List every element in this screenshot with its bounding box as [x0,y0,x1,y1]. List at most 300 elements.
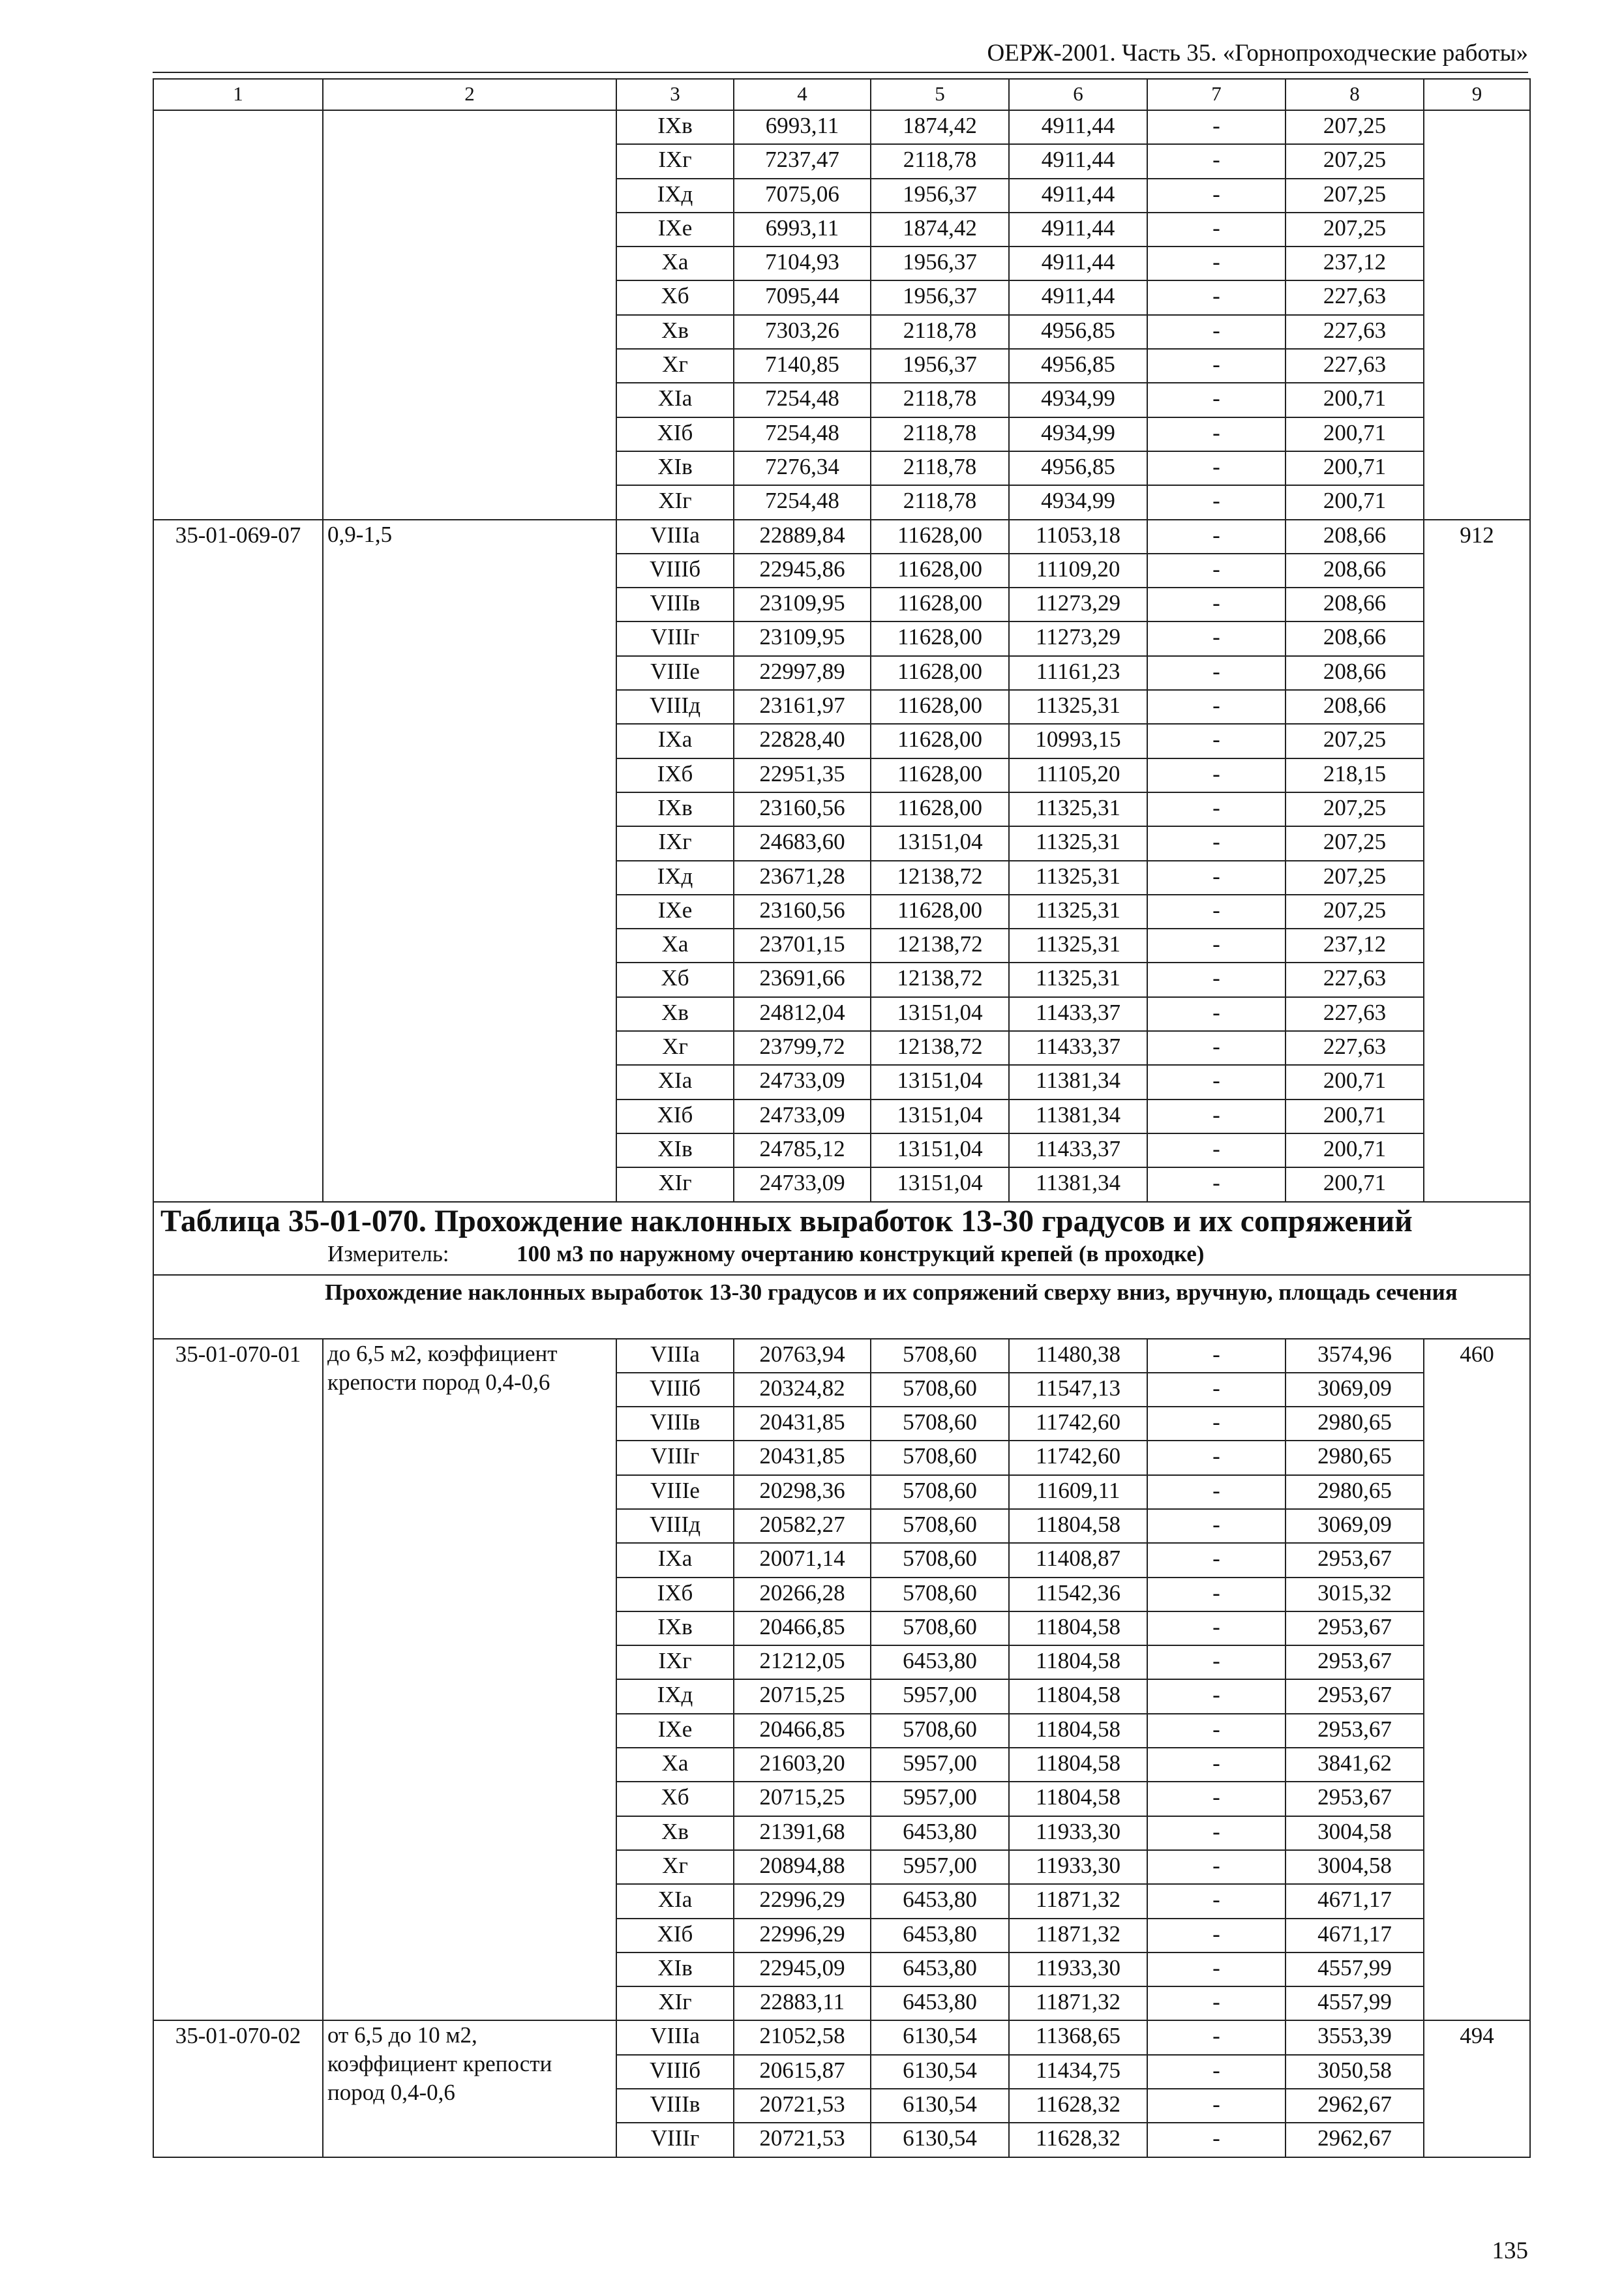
value-cell: IXе [616,895,734,929]
value-cell: 208,66 [1286,690,1424,724]
value-cell: - [1147,1850,1286,1884]
value-cell: 24733,09 [734,1065,871,1099]
value-cell: 5708,60 [871,1441,1009,1474]
value-cell: 11434,75 [1009,2055,1147,2089]
value-cell: 11325,31 [1009,963,1147,996]
table-row [153,1339,1530,1373]
work-name-cell [323,110,616,520]
column-number-cell: 7 [1147,79,1286,110]
value-cell: - [1147,1714,1286,1748]
value-cell: 4956,85 [1009,349,1147,383]
value-cell: - [1147,758,1286,792]
value-cell: 24733,09 [734,1100,871,1133]
table-row [153,110,1530,144]
value-cell: XIа [616,1065,734,1099]
value-cell: IXг [616,144,734,178]
value-cell: Xб [616,1782,734,1816]
value-cell: VIIIв [616,1407,734,1441]
value-cell: 5708,60 [871,1578,1009,1611]
value-cell: 20266,28 [734,1578,871,1611]
value-cell: 7237,47 [734,144,871,178]
value-cell: 23799,72 [734,1031,871,1065]
value-cell: 11628,00 [871,690,1009,724]
value-cell: 24812,04 [734,997,871,1031]
value-cell: 11628,00 [871,621,1009,655]
value-cell: 11325,31 [1009,861,1147,895]
value-cell: VIIIг [616,2123,734,2157]
value-cell: 11542,36 [1009,1578,1147,1611]
value-cell: 2962,67 [1286,2123,1424,2157]
value-cell: 6453,80 [871,1645,1009,1679]
value-cell: 5708,60 [871,1543,1009,1577]
value-cell: 5708,60 [871,1509,1009,1543]
value-cell: 11273,29 [1009,621,1147,655]
value-cell: 2118,78 [871,144,1009,178]
value-cell: 11273,29 [1009,588,1147,621]
value-cell: - [1147,1884,1286,1918]
value-cell: - [1147,1986,1286,2020]
value-cell: - [1147,588,1286,621]
value-cell: XIв [616,451,734,485]
value-cell: 5708,60 [871,1475,1009,1509]
value-cell: 23161,97 [734,690,871,724]
value-cell: - [1147,179,1286,213]
value-cell: 21603,20 [734,1748,871,1782]
value-cell: 2953,67 [1286,1782,1424,1816]
value-cell: 11408,87 [1009,1543,1147,1577]
value-cell: 12138,72 [871,929,1009,963]
value-cell: IXб [616,758,734,792]
value-cell: VIIIв [616,588,734,621]
value-cell: IXд [616,1679,734,1713]
value-cell: - [1147,1952,1286,1986]
value-cell: 21052,58 [734,2020,871,2054]
value-cell: 11804,58 [1009,1748,1147,1782]
value-cell: 21391,68 [734,1816,871,1850]
column-number-cell: 6 [1009,79,1147,110]
value-cell: 208,66 [1286,588,1424,621]
value-cell: 11381,34 [1009,1167,1147,1201]
value-cell: 11325,31 [1009,826,1147,860]
value-cell: 227,63 [1286,997,1424,1031]
value-cell: VIIIв [616,2089,734,2123]
value-cell: 207,25 [1286,179,1424,213]
value-cell: - [1147,1133,1286,1167]
value-cell: 5708,60 [871,1714,1009,1748]
value-cell: XIг [616,1167,734,1201]
value-cell: 11804,58 [1009,1679,1147,1713]
value-cell: 2980,65 [1286,1441,1424,1474]
value-cell: 24785,12 [734,1133,871,1167]
value-cell: 11547,13 [1009,1373,1147,1407]
value-cell: VIIIг [616,1441,734,1474]
value-cell: 20466,85 [734,1714,871,1748]
value-cell: - [1147,1578,1286,1611]
value-cell: - [1147,1373,1286,1407]
value-cell: 208,66 [1286,656,1424,690]
value-cell: 2953,67 [1286,1714,1424,1748]
value-cell: 11871,32 [1009,1884,1147,1918]
rate-code-cell: 35-01-069-07 [153,520,323,1202]
section-subtitle-row [153,1275,1530,1339]
norms-table [153,78,1531,2158]
value-cell: - [1147,690,1286,724]
value-cell: 5708,60 [871,1373,1009,1407]
value-cell: 23160,56 [734,895,871,929]
value-cell: IXе [616,213,734,247]
value-cell: 11480,38 [1009,1339,1147,1373]
value-cell: - [1147,1167,1286,1201]
column-number-cell: 9 [1424,79,1530,110]
value-cell: 23160,56 [734,792,871,826]
measure-line [160,1240,1526,1268]
value-cell: 7254,48 [734,383,871,417]
value-cell: - [1147,963,1286,996]
value-cell: 4911,44 [1009,110,1147,144]
value-cell: - [1147,1100,1286,1133]
value-cell: 11871,32 [1009,1919,1147,1952]
value-cell: - [1147,1031,1286,1065]
value-cell: 237,12 [1286,929,1424,963]
col9-cell: 460 [1424,1339,1530,2021]
value-cell: 1956,37 [871,247,1009,280]
value-cell: 208,66 [1286,520,1424,554]
value-cell: IXа [616,1543,734,1577]
value-cell: - [1147,1065,1286,1099]
value-cell: 207,25 [1286,826,1424,860]
value-cell: Xг [616,1850,734,1884]
column-number-cell: 1 [153,79,323,110]
rate-code-cell [153,110,323,520]
value-cell: 2118,78 [871,485,1009,519]
value-cell: 227,63 [1286,315,1424,349]
value-cell: 227,63 [1286,1031,1424,1065]
value-cell: 6453,80 [871,1816,1009,1850]
value-cell: 22945,09 [734,1952,871,1986]
value-cell: IXе [616,1714,734,1748]
value-cell: VIIIа [616,1339,734,1373]
value-cell: 21212,05 [734,1645,871,1679]
value-cell: 22883,11 [734,1986,871,2020]
value-cell: - [1147,1816,1286,1850]
value-cell: - [1147,110,1286,144]
column-number-cell: 4 [734,79,871,110]
value-cell: 4934,99 [1009,485,1147,519]
value-cell: 4911,44 [1009,213,1147,247]
value-cell: 207,25 [1286,110,1424,144]
value-cell: 13151,04 [871,1167,1009,1201]
rate-code-cell: 35-01-070-01 [153,1339,323,2021]
value-cell: 4911,44 [1009,144,1147,178]
value-cell: - [1147,2123,1286,2157]
value-cell: 4911,44 [1009,280,1147,314]
value-cell: IXг [616,1645,734,1679]
value-cell: 11628,00 [871,588,1009,621]
value-cell: 13151,04 [871,997,1009,1031]
value-cell: 11325,31 [1009,690,1147,724]
value-cell: 22889,84 [734,520,871,554]
value-cell: Xб [616,963,734,996]
value-cell: 20431,85 [734,1407,871,1441]
value-cell: Xг [616,1031,734,1065]
value-cell: 227,63 [1286,963,1424,996]
value-cell: 11628,32 [1009,2089,1147,2123]
value-cell: 227,63 [1286,349,1424,383]
value-cell: 2980,65 [1286,1475,1424,1509]
table-title-cell [153,1202,1530,1275]
value-cell: - [1147,2020,1286,2054]
value-cell: 7254,48 [734,417,871,451]
value-cell: Xа [616,929,734,963]
column-number-cell: 8 [1286,79,1424,110]
value-cell: 23701,15 [734,929,871,963]
value-cell: VIIIа [616,2020,734,2054]
value-cell: 207,25 [1286,724,1424,758]
value-cell: 3553,39 [1286,2020,1424,2054]
value-cell: 10993,15 [1009,724,1147,758]
value-cell: IXг [616,826,734,860]
value-cell: 6993,11 [734,110,871,144]
value-cell: 11609,11 [1009,1475,1147,1509]
value-cell: XIг [616,485,734,519]
value-cell: 6130,54 [871,2055,1009,2089]
value-cell: - [1147,1543,1286,1577]
value-cell: - [1147,554,1286,588]
value-cell: 1874,42 [871,213,1009,247]
value-cell: 11628,00 [871,554,1009,588]
value-cell: 23671,28 [734,861,871,895]
value-cell: 13151,04 [871,826,1009,860]
value-cell: - [1147,656,1286,690]
value-cell: 7254,48 [734,485,871,519]
value-cell: 20615,87 [734,2055,871,2089]
value-cell: 24683,60 [734,826,871,860]
value-cell: XIб [616,1100,734,1133]
value-cell: 6130,54 [871,2089,1009,2123]
value-cell: 11628,00 [871,520,1009,554]
value-cell: 11628,00 [871,724,1009,758]
value-cell: 13151,04 [871,1100,1009,1133]
value-cell: 11433,37 [1009,1133,1147,1167]
value-cell: 11053,18 [1009,520,1147,554]
value-cell: - [1147,1782,1286,1816]
value-cell: XIв [616,1133,734,1167]
value-cell: 5957,00 [871,1850,1009,1884]
value-cell: 2118,78 [871,383,1009,417]
value-cell: 22996,29 [734,1884,871,1918]
value-cell: 11325,31 [1009,929,1147,963]
value-cell: - [1147,1407,1286,1441]
value-cell: 11804,58 [1009,1611,1147,1645]
value-cell: 20071,14 [734,1543,871,1577]
value-cell: 11804,58 [1009,1645,1147,1679]
value-cell: - [1147,1509,1286,1543]
value-cell: 11871,32 [1009,1986,1147,2020]
value-cell: 22996,29 [734,1919,871,1952]
value-cell: 2953,67 [1286,1679,1424,1713]
value-cell: 218,15 [1286,758,1424,792]
value-cell: 11628,00 [871,792,1009,826]
value-cell: 20431,85 [734,1441,871,1474]
value-cell: 11742,60 [1009,1407,1147,1441]
value-cell: 2953,67 [1286,1645,1424,1679]
value-cell: 3004,58 [1286,1816,1424,1850]
value-cell: 11933,30 [1009,1850,1147,1884]
column-number-cell: 5 [871,79,1009,110]
value-cell: IXв [616,792,734,826]
value-cell: 11628,32 [1009,2123,1147,2157]
column-number-cell: 2 [323,79,616,110]
value-cell: 20721,53 [734,2123,871,2157]
value-cell: 4911,44 [1009,179,1147,213]
col9-cell [1424,110,1530,520]
value-cell: 200,71 [1286,1133,1424,1167]
value-cell: 3069,09 [1286,1509,1424,1543]
value-cell: 11628,00 [871,656,1009,690]
value-cell: 11161,23 [1009,656,1147,690]
value-cell: - [1147,144,1286,178]
value-cell: - [1147,2055,1286,2089]
measure-label: Измеритель: [327,1240,449,1266]
value-cell: 22997,89 [734,656,871,690]
value-cell: VIIIб [616,1373,734,1407]
value-cell: 2980,65 [1286,1407,1424,1441]
value-cell: 20582,27 [734,1509,871,1543]
value-cell: 22945,86 [734,554,871,588]
value-cell: XIа [616,383,734,417]
value-cell: 237,12 [1286,247,1424,280]
value-cell: 4934,99 [1009,383,1147,417]
value-cell: 7303,26 [734,315,871,349]
value-cell: Xа [616,1748,734,1782]
value-cell: 23691,66 [734,963,871,996]
value-cell: 200,71 [1286,1065,1424,1099]
value-cell: 4557,99 [1286,1986,1424,2020]
value-cell: VIIIб [616,2055,734,2089]
value-cell: 20894,88 [734,1850,871,1884]
value-cell: Xв [616,997,734,1031]
value-cell: 5708,60 [871,1407,1009,1441]
value-cell: 2118,78 [871,417,1009,451]
value-cell: 5957,00 [871,1679,1009,1713]
value-cell: VIIIг [616,621,734,655]
page-number: 135 [1492,2237,1528,2264]
value-cell: 6453,80 [871,1884,1009,1918]
value-cell: VIIIд [616,690,734,724]
value-cell: - [1147,213,1286,247]
value-cell: - [1147,826,1286,860]
value-cell: - [1147,895,1286,929]
value-cell: 6993,11 [734,213,871,247]
work-name-cell: от 6,5 до 10 м2, коэффициент крепости пород 0,4-0,6 [323,2020,616,2157]
value-cell: 3069,09 [1286,1373,1424,1407]
value-cell: - [1147,792,1286,826]
value-cell: 5957,00 [871,1782,1009,1816]
value-cell: - [1147,929,1286,963]
value-cell: - [1147,2089,1286,2123]
value-cell: 12138,72 [871,861,1009,895]
value-cell: XIг [616,1986,734,2020]
value-cell: 4671,17 [1286,1919,1424,1952]
value-cell: 24733,09 [734,1167,871,1201]
value-cell: 1956,37 [871,349,1009,383]
header-rule [153,72,1528,73]
value-cell: 7276,34 [734,451,871,485]
value-cell: 200,71 [1286,1100,1424,1133]
value-cell: 208,66 [1286,621,1424,655]
value-cell: 3841,62 [1286,1748,1424,1782]
value-cell: 227,63 [1286,280,1424,314]
value-cell: 3574,96 [1286,1339,1424,1373]
col9-cell: 912 [1424,520,1530,1202]
value-cell: 13151,04 [871,1065,1009,1099]
value-cell: - [1147,1611,1286,1645]
value-cell: 20763,94 [734,1339,871,1373]
value-cell: 200,71 [1286,485,1424,519]
value-cell: 3015,32 [1286,1578,1424,1611]
value-cell: 11325,31 [1009,792,1147,826]
value-cell: 12138,72 [871,1031,1009,1065]
value-cell: - [1147,621,1286,655]
value-cell: 1956,37 [871,179,1009,213]
value-cell: Xг [616,349,734,383]
value-cell: 11933,30 [1009,1952,1147,1986]
value-cell: IXд [616,179,734,213]
value-cell: 11433,37 [1009,1031,1147,1065]
value-cell: XIб [616,417,734,451]
value-cell: 20324,82 [734,1373,871,1407]
value-cell: 7095,44 [734,280,871,314]
value-cell: 4557,99 [1286,1952,1424,1986]
value-cell: - [1147,997,1286,1031]
value-cell: Xв [616,315,734,349]
value-cell: - [1147,315,1286,349]
value-cell: 200,71 [1286,417,1424,451]
value-cell: 7140,85 [734,349,871,383]
value-cell: XIа [616,1884,734,1918]
value-cell: - [1147,520,1286,554]
value-cell: 22951,35 [734,758,871,792]
table-title: Таблица 35-01-070. Прохождение наклонных выработок 13-30 градусов и их сопряжений [160,1203,1413,1238]
value-cell: - [1147,1475,1286,1509]
value-cell: IXд [616,861,734,895]
value-cell: VIIIа [616,520,734,554]
work-name-cell: до 6,5 м2, коэффициент крепости пород 0,4-0,6 [323,1339,616,2021]
value-cell: 22828,40 [734,724,871,758]
value-cell: 2118,78 [871,451,1009,485]
table-row [153,2020,1530,2054]
value-cell: 11381,34 [1009,1100,1147,1133]
col9-cell: 494 [1424,2020,1530,2157]
value-cell: IXа [616,724,734,758]
value-cell: - [1147,1645,1286,1679]
value-cell: 7075,06 [734,179,871,213]
work-name-cell: 0,9-1,5 [323,520,616,1202]
value-cell: 207,25 [1286,792,1424,826]
value-cell: VIIIе [616,1475,734,1509]
value-cell: XIв [616,1952,734,1986]
value-cell: 11368,65 [1009,2020,1147,2054]
value-cell: - [1147,861,1286,895]
value-cell: VIIIе [616,656,734,690]
value-cell: 11628,00 [871,895,1009,929]
value-cell: VIIIд [616,1509,734,1543]
value-cell: 207,25 [1286,144,1424,178]
value-cell: 207,25 [1286,895,1424,929]
value-cell: 5957,00 [871,1748,1009,1782]
value-cell: - [1147,247,1286,280]
value-cell: 20721,53 [734,2089,871,2123]
